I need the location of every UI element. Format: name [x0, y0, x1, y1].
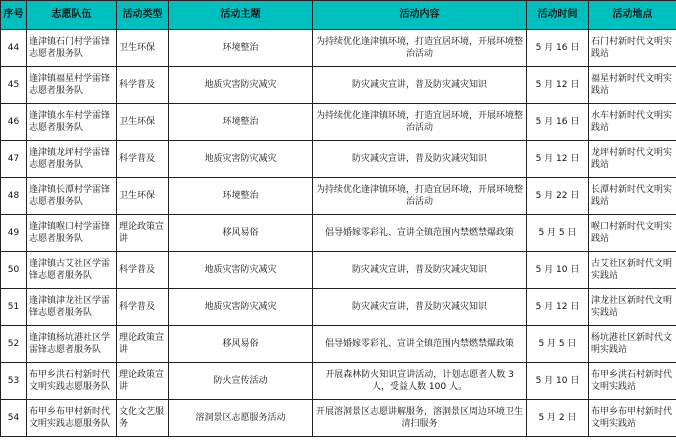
- cell-no: 54: [1, 400, 27, 437]
- cell-time: 5 月 12 日: [527, 141, 589, 178]
- cell-type: 卫生环保: [117, 178, 169, 215]
- cell-no: 51: [1, 289, 27, 326]
- cell-place: 石门村新时代文明实践站: [589, 30, 676, 67]
- cell-place: 龙坪村新时代文明实践站: [589, 141, 676, 178]
- cell-type: 文化文艺服务: [117, 400, 169, 437]
- cell-no: 47: [1, 141, 27, 178]
- header-place: 活动地点: [589, 1, 676, 30]
- header-content: 活动内容: [313, 1, 527, 30]
- cell-team: 逢津镇古艾社区学雷锋志愿者服务队: [27, 252, 117, 289]
- cell-team: 逢津镇杨坑港社区学雷锋志愿者服务队: [27, 326, 117, 363]
- cell-theme: 移风易俗: [169, 326, 313, 363]
- cell-place: 福星村新时代文明实践站: [589, 67, 676, 104]
- cell-team: 布甲乡布甲村新时代文明实践志愿服务队: [27, 400, 117, 437]
- table-row: [1, 326, 676, 363]
- cell-time: 5 月 12 日: [527, 67, 589, 104]
- cell-place: 水车村新时代文明实践站: [589, 104, 676, 141]
- cell-no: 45: [1, 67, 27, 104]
- cell-content: 倡导婚嫁零彩礼、宣讲全镇范围内禁燃禁爆政策: [313, 215, 527, 252]
- cell-content: 防灾减灾宣讲，普及防灾减灾知识: [313, 67, 527, 104]
- header-team: 志愿队伍: [27, 1, 117, 30]
- cell-theme: 地质灾害防灾减灾: [169, 141, 313, 178]
- cell-place: 喉口村新时代文明实践站: [589, 215, 676, 252]
- cell-team: 逢津镇水车村学雷锋志愿者服务队: [27, 104, 117, 141]
- cell-type: 科学普及: [117, 252, 169, 289]
- cell-type: 理论政策宣讲: [117, 363, 169, 400]
- cell-content: 开展森林防火知识宣讲活动，计划志愿者人数 3 人，受益人数 100 人。: [313, 363, 527, 400]
- table-row: [1, 104, 676, 141]
- cell-place: 古艾社区新时代文明实践站: [589, 252, 676, 289]
- cell-no: 52: [1, 326, 27, 363]
- table-row: [1, 400, 676, 437]
- cell-place: 布甲乡布甲村新时代文明实践站: [589, 400, 676, 437]
- cell-content: 防灾减灾宣讲，普及防灾减灾知识: [313, 141, 527, 178]
- cell-theme: 地质灾害防灾减灾: [169, 67, 313, 104]
- table-row: [1, 178, 676, 215]
- cell-theme: 溶洞景区志愿服务活动: [169, 400, 313, 437]
- cell-theme: 环境整治: [169, 178, 313, 215]
- cell-no: 48: [1, 178, 27, 215]
- cell-place: 长潭村新时代文明实践站: [589, 178, 676, 215]
- cell-theme: 环境整治: [169, 104, 313, 141]
- table-row: [1, 215, 676, 252]
- header-theme: 活动主题: [169, 1, 313, 30]
- cell-content: 倡导婚嫁零彩礼、宣讲全镇范围内禁燃禁爆政策: [313, 326, 527, 363]
- cell-theme: 防火宣传活动: [169, 363, 313, 400]
- cell-theme: 移风易俗: [169, 215, 313, 252]
- cell-team: 逢津镇长潭村学雷锋志愿者服务队: [27, 178, 117, 215]
- cell-team: 逢津镇福星村学雷锋志愿者服务队: [27, 67, 117, 104]
- cell-time: 5 月 16 日: [527, 104, 589, 141]
- cell-time: 5 月 10 日: [527, 252, 589, 289]
- cell-content: 开展溶洞景区志愿讲解服务，溶洞景区周边环境卫生清扫服务: [313, 400, 527, 437]
- cell-type: 理论政策宣讲: [117, 326, 169, 363]
- cell-type: 卫生环保: [117, 30, 169, 67]
- header-row: [1, 1, 676, 30]
- cell-content: 防灾减灾宣讲，普及防灾减灾知识: [313, 252, 527, 289]
- cell-no: 49: [1, 215, 27, 252]
- table-row: [1, 252, 676, 289]
- header-time: 活动时间: [527, 1, 589, 30]
- table-row: [1, 30, 676, 67]
- cell-theme: 环境整治: [169, 30, 313, 67]
- cell-place: 津龙社区新时代文明实践站: [589, 289, 676, 326]
- cell-type: 卫生环保: [117, 104, 169, 141]
- cell-no: 44: [1, 30, 27, 67]
- cell-team: 逢津镇喉口村学雷锋志愿者服务队: [27, 215, 117, 252]
- table-body: [1, 30, 676, 437]
- cell-team: 布甲乡洪石村新时代文明实践志愿服务队: [27, 363, 117, 400]
- cell-type: 理论政策宣讲: [117, 215, 169, 252]
- cell-type: 科学普及: [117, 289, 169, 326]
- table-row: [1, 67, 676, 104]
- cell-time: 5 月 16 日: [527, 30, 589, 67]
- cell-place: 布甲乡洪石村新时代文明实践站: [589, 363, 676, 400]
- cell-time: 5 月 5 日: [527, 215, 589, 252]
- cell-time: 5 月 22 日: [527, 178, 589, 215]
- cell-team: 逢津镇石门村学雷锋志愿者服务队: [27, 30, 117, 67]
- header-type: 活动类型: [117, 1, 169, 30]
- cell-time: 5 月 2 日: [527, 400, 589, 437]
- cell-type: 科学普及: [117, 67, 169, 104]
- cell-content: 为持续优化逢津镇环境，打造宜居环境，开展环境整治活动: [313, 104, 527, 141]
- cell-no: 53: [1, 363, 27, 400]
- cell-time: 5 月 12 日: [527, 289, 589, 326]
- table-row: [1, 289, 676, 326]
- cell-time: 5 月 10 日: [527, 363, 589, 400]
- table-row: [1, 363, 676, 400]
- cell-team: 逢津镇津龙社区学雷锋志愿者服务队: [27, 289, 117, 326]
- header-no: 序号: [1, 1, 27, 30]
- table-row: [1, 141, 676, 178]
- cell-no: 46: [1, 104, 27, 141]
- cell-no: 50: [1, 252, 27, 289]
- cell-type: 科学普及: [117, 141, 169, 178]
- cell-theme: 地质灾害防灾减灾: [169, 252, 313, 289]
- cell-content: 防灾减灾宣讲，普及防灾减灾知识: [313, 289, 527, 326]
- cell-content: 为持续优化逢津镇环境，打造宜居环境，开展环境整治活动: [313, 30, 527, 67]
- cell-content: 为持续优化逢津镇环境，打造宜居环境，开展环境整治活动: [313, 178, 527, 215]
- cell-team: 逢津镇龙坪村学雷锋志愿者服务队: [27, 141, 117, 178]
- cell-place: 杨坑港社区新时代文明实践站: [589, 326, 676, 363]
- cell-theme: 地质灾害防灾减灾: [169, 289, 313, 326]
- cell-time: 5 月 5 日: [527, 326, 589, 363]
